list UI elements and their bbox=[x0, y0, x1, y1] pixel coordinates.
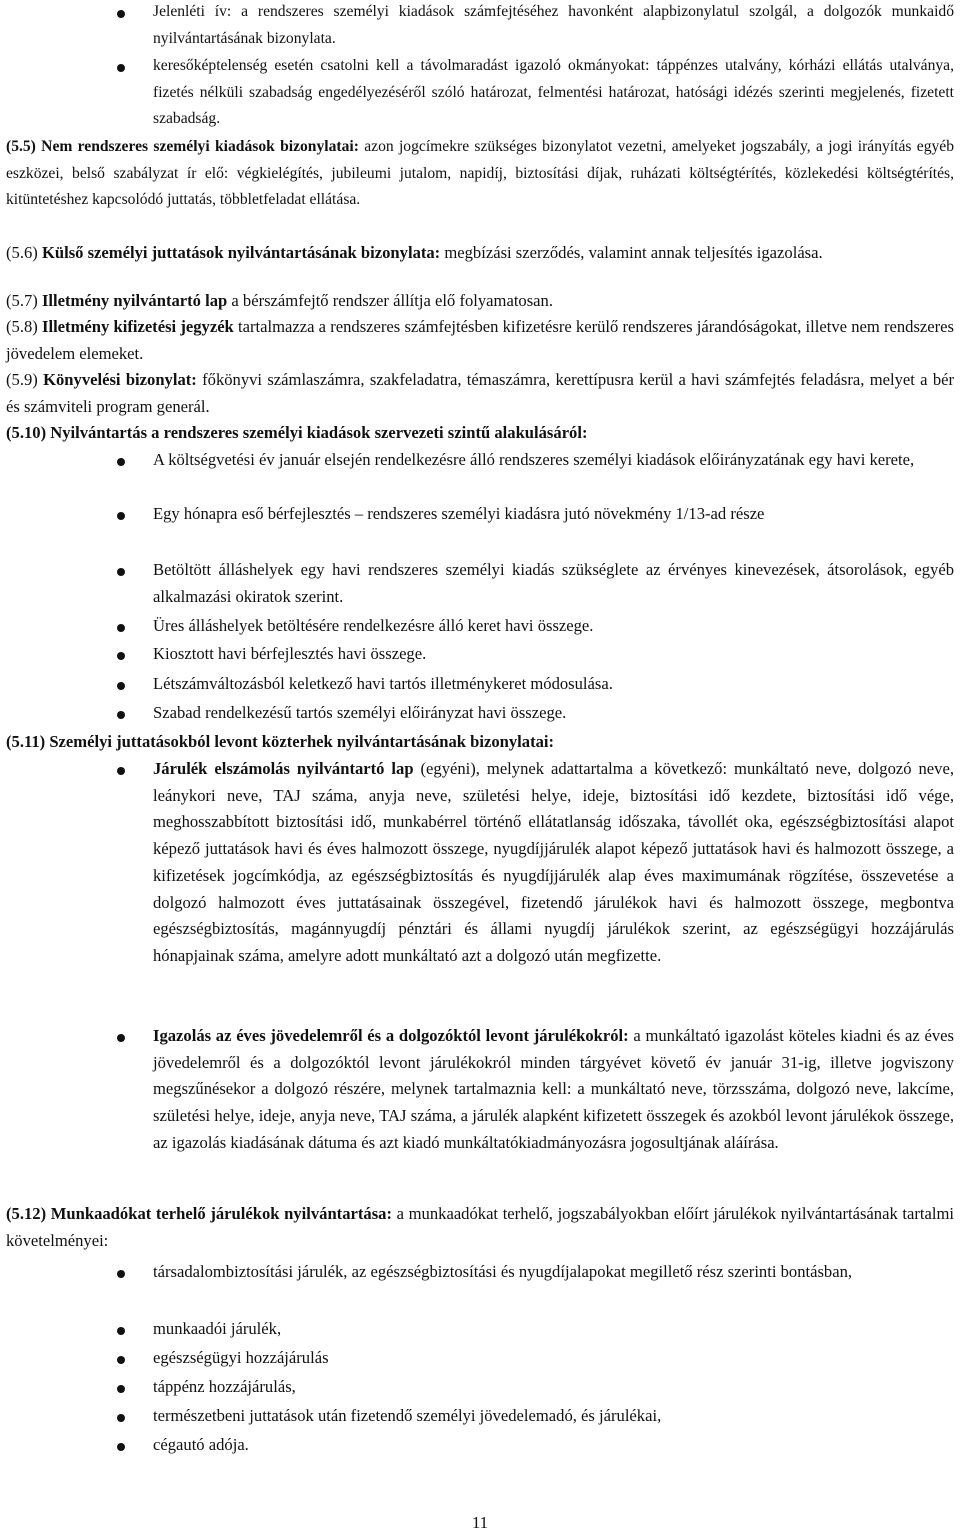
list-item: Szabad rendelkezésű tartós személyi előirányzat havi összege. bbox=[153, 703, 567, 722]
bullet-marker bbox=[117, 652, 125, 660]
item-text: (egyéni), melynek adattartalma a következő: munkáltató neve, dolgozó neve, leánykori neve, TAJ száma, anyja neve, születési helye, ideje, biztosítási idő kezdete, biztosítási idő vége, meghosszabbított biztosítási idő, munkabérrel történő ellátatlanság időszaka, távollét oka, egészségbiztosítási alapot képező juttatások havi és éves halmozott összege, nyugdíjjárulék alapot képező juttatások havi és halmozott összege, a kifizetések jogcímkódja, az egészségbiztosítás és nyugdíjjárulék alap éves maximumának rögzítése, összevetése a dolgozó halmozott éves juttatásainak összegével, fizetendő járulékok havi és halmozott összege, megbontva egészségbiztosítás, magánnyugdíj pénztári és állami nyugdíj járulékok szerint, az egészségügyi hozzájárulás hónapjainak száma, amelyre adott munkáltató azt a dolgozó után megfizette. bbox=[153, 759, 954, 965]
section-5-5 bbox=[6, 134, 954, 214]
list-item: természetbeni juttatások után fizetendő személyi jövedelemadó, és járulékai, bbox=[153, 1406, 662, 1425]
list-item: társadalombiztosítási járulék, az egészségbiztosítási és nyugdíjalapokat megillető rész szerinti bontásban, bbox=[153, 1262, 853, 1281]
item-text: a munkáltató igazolást köteles kiadni és az éves jövedelemről és a dolgozóktól levont járulékokról minden tárgyévet követő év január 31-ig, illetve jogviszony megszűnésekor a dolgozó részére, melynek tartalmaznia kell: a munkáltató neve, törzsszáma, dolgozó neve, lakcíme, születési helye, ideje, anyja neve, TAJ száma, a járulék alapként kifizetett összegek és azokból levont járulékok összege, az igazolás kiadásának dátuma és azt kiadó munkáltatókiadmányozásra jogosultjának aláírása. bbox=[153, 1026, 954, 1152]
section-5-9 bbox=[6, 367, 954, 420]
item-label: Igazolás az éves jövedelemről és a dolgozóktól levont járulékokról: bbox=[153, 1026, 629, 1045]
section-label: Illetmény kifizetési jegyzék bbox=[37, 317, 234, 336]
section-number: (5.9) bbox=[6, 370, 38, 389]
section-label: (5.5) Nem rendszeres személyi kiadások bizonylatai: bbox=[6, 138, 359, 155]
list-item: cégautó adója. bbox=[153, 1435, 249, 1454]
section-text: megbízási szerződés, valamint annak teljesítés igazolása. bbox=[440, 243, 823, 262]
bullet-marker bbox=[117, 624, 125, 632]
bullet-marker bbox=[117, 682, 125, 690]
bullet-marker bbox=[117, 64, 125, 72]
bullet-marker bbox=[117, 1270, 125, 1278]
bullet-marker bbox=[117, 512, 125, 520]
section-label: Könyvelési bizonylat: bbox=[37, 370, 197, 389]
bullet-marker bbox=[117, 711, 125, 719]
section-text: a munkaadókat terhelő, jogszabályokban előírt járulékok nyilvántartásának tartalmi követelményei: bbox=[6, 1204, 955, 1250]
bullet-marker bbox=[117, 1443, 125, 1451]
section-number: (5.7) bbox=[6, 291, 38, 310]
list-item: Egy hónapra eső bérfejlesztés – rendszeres személyi kiadásra jutó növekmény 1/13-ad része bbox=[153, 504, 765, 523]
bullet-marker bbox=[117, 1385, 125, 1393]
bullet-marker bbox=[117, 568, 125, 576]
section-5-7 bbox=[6, 288, 954, 315]
list-item: A költségvetési év január elsején rendelkezésre álló rendszeres személyi kiadások előirányzatának egy havi kerete, bbox=[153, 450, 915, 469]
section-number: (5.8) bbox=[6, 317, 38, 336]
list-item: Létszámváltozásból keletkező havi tartós illetménykeret módosulása. bbox=[153, 674, 613, 693]
section-text: azon jogcímekre szükséges bizonylatot vezetni, amelyeket jogszabály, a jogi irányítás egyéb eszközei, belső szabályzat ír elő: végkielégítés, jubileumi jutalom, napidíj, biztosítási díjak, ruházati költségtérítés, közlekedési költségtérítés, kitüntetéshez kapcsolódó juttatás, többletfeladat ellátása. bbox=[6, 138, 955, 209]
section-label: Külső személyi juttatások nyilvántartásának bizonylata: bbox=[37, 243, 441, 262]
bullet-marker bbox=[117, 767, 125, 775]
bullet-marker bbox=[117, 458, 125, 466]
list-item: Üres álláshelyek betöltésére rendelkezésre álló keret havi összege. bbox=[153, 616, 594, 635]
section-text: a bérszámfejtő rendszer állítja elő folyamatosan. bbox=[227, 291, 553, 310]
section-5-6 bbox=[6, 240, 954, 267]
section-5-8 bbox=[6, 314, 954, 367]
section-text: főkönyvi számlaszámra, szakfeladatra, témaszámra, kerettípusra kerül a havi számfejtés feladásra, melyet a bér és számviteli program generál. bbox=[6, 370, 955, 416]
section-label: (5.12) Munkaadókat terhelő járulékok nyilvántartása: bbox=[6, 1204, 392, 1223]
section-label: Illetmény nyilvántartó lap bbox=[37, 291, 228, 310]
section-number: (5.6) bbox=[6, 243, 38, 262]
bullet-marker bbox=[117, 10, 125, 18]
list-item: egészségügyi hozzájárulás bbox=[153, 1348, 329, 1367]
section-5-12 bbox=[6, 1201, 954, 1254]
list-item: Kiosztott havi bérfejlesztés havi összege. bbox=[153, 644, 427, 663]
section-5-11-heading bbox=[6, 729, 954, 756]
list-item bbox=[153, 756, 954, 970]
list-item: keresőképtelenség esetén csatolni kell a távolmaradást igazoló okmányokat: táppénzes utalvány, kórházi ellátás utalványa, fizetés nélküli szabadság engedélyezéséről szóló határozat, felmentési határozat, hatósági idézés szerinti megjelenés, fizetett szabadság. bbox=[153, 57, 954, 128]
section-heading: (5.11) Személyi juttatásokból levont közterhek nyilvántartásának bizonylatai: bbox=[6, 732, 555, 751]
list-item bbox=[153, 1023, 954, 1157]
section-heading: (5.10) Nyilvántartás a rendszeres személyi kiadások szervezeti szintű alakulásáról: bbox=[6, 423, 588, 442]
section-text: tartalmazza a rendszeres számfejtésben kifizetésre kerülő rendszeres járandóságokat, illetve nem rendszeres jövedelem elemeket. bbox=[6, 317, 954, 363]
list-item: táppénz hozzájárulás, bbox=[153, 1377, 296, 1396]
section-5-10-heading bbox=[6, 420, 954, 447]
page-number: 11 bbox=[471, 1513, 489, 1532]
bullet-marker bbox=[117, 1356, 125, 1364]
bullet-marker bbox=[117, 1327, 125, 1335]
list-item: Betöltött álláshelyek egy havi rendszeres személyi kiadás szükséglete az érvényes kinevezések, átsorolások, egyéb alkalmazási okiratok szerint. bbox=[153, 560, 954, 606]
list-item: Jelenléti ív: a rendszeres személyi kiadások számfejtéséhez havonként alapbizonylatul szolgál, a dolgozók munkaidő nyilvántartásának bizonylata. bbox=[153, 3, 954, 47]
list-item: munkaadói járulék, bbox=[153, 1319, 282, 1338]
bullet-marker bbox=[117, 1034, 125, 1042]
bullet-marker bbox=[117, 1414, 125, 1422]
item-label: Járulék elszámolás nyilvántartó lap bbox=[153, 759, 414, 778]
